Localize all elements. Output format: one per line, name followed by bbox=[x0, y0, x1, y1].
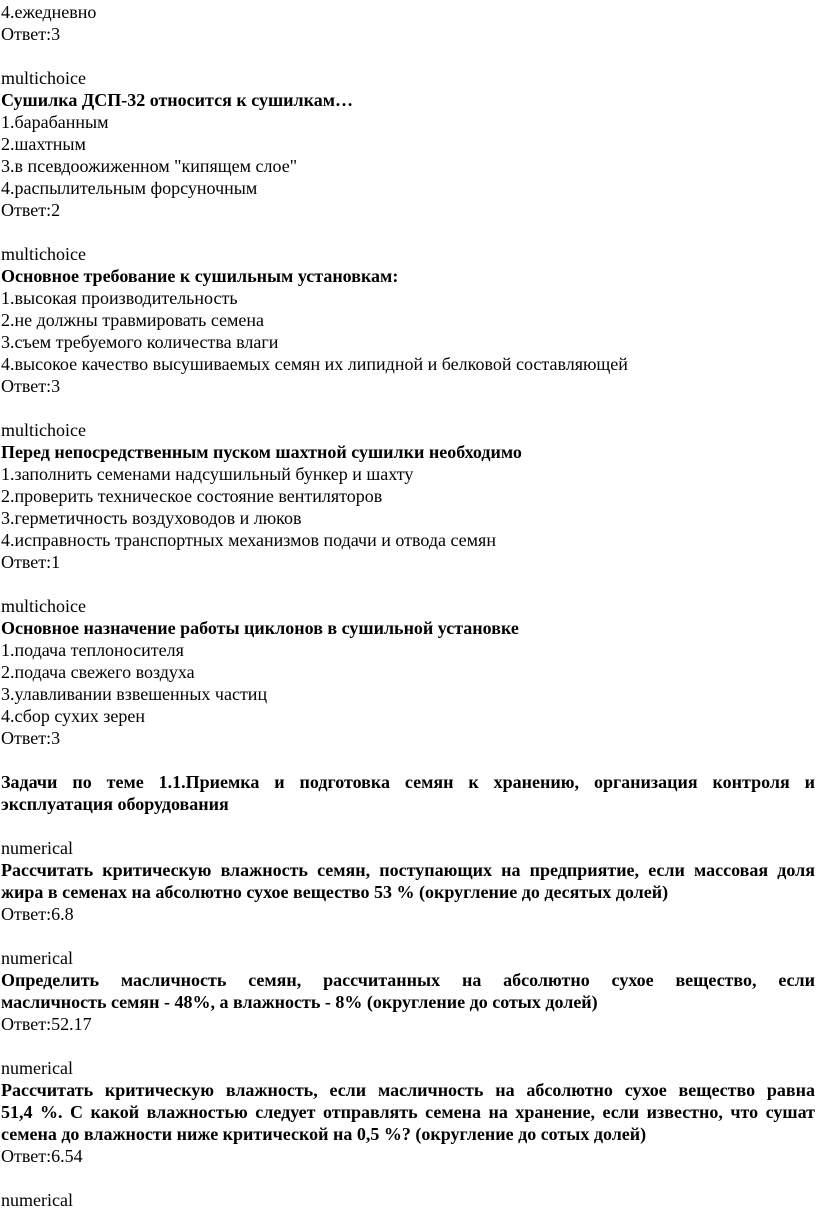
answer-text: Ответ:6.8 bbox=[1, 904, 74, 924]
option-text: 4.ежедневно bbox=[1, 2, 97, 22]
problem-text: Определить масличность семян, рассчитанных на абсолютно сухое вещество, если bbox=[1, 970, 815, 990]
problem-text: масличность семян - 48%, а влажность - 8% (округление до сотых долей) bbox=[1, 992, 598, 1012]
problem-text: семена до влажности ниже критической на 0,5 %? (округление до сотых долей) bbox=[1, 1124, 647, 1144]
answer-text: Ответ:3 bbox=[1, 376, 61, 396]
option-text: 3.улавливании взвешенных частиц bbox=[1, 684, 268, 704]
option-text: 1.подача теплоносителя bbox=[1, 640, 184, 660]
section-heading-continued: эксплуатация оборудования bbox=[1, 794, 229, 814]
answer-text: Ответ:3 bbox=[1, 728, 61, 748]
problem-text: Рассчитать критическую влажность семян, поступающих на предприятие, если массовая доля bbox=[1, 860, 815, 880]
question-type: numerical bbox=[1, 948, 73, 968]
question-text: Сушилка ДСП-32 относится к сушилкам… bbox=[1, 90, 353, 110]
option-text: 2.шахтным bbox=[1, 134, 86, 154]
option-text: 4.высокое качество высушиваемых семян их липидной и белковой составляющей bbox=[1, 354, 628, 374]
option-text: 1.заполнить семенами надсушильный бункер и шахту bbox=[1, 464, 414, 484]
question-type: multichoice bbox=[1, 244, 86, 264]
problem-text: 51,4 %. С какой влажностью следует отправлять семена на хранение, если известно, что сушат bbox=[1, 1102, 815, 1122]
question-type: multichoice bbox=[1, 420, 86, 440]
answer-text: Ответ:2 bbox=[1, 200, 61, 220]
answer-text: Ответ:1 bbox=[1, 552, 61, 572]
option-text: 3.в псевдоожиженном "кипящем слое" bbox=[1, 156, 298, 176]
option-text: 2.не должны травмировать семена bbox=[1, 310, 265, 330]
option-text: 3.съем требуемого количества влаги bbox=[1, 332, 279, 352]
question-text: Основное требование к сушильным установкам: bbox=[1, 266, 399, 286]
option-text: 2.подача свежего воздуха bbox=[1, 662, 195, 682]
section-heading: Задачи по теме 1.1.Приемка и подготовка семян к хранению, организация контроля и bbox=[1, 772, 815, 792]
question-type: numerical bbox=[1, 1058, 73, 1078]
question-text: Перед непосредственным пуском шахтной сушилки необходимо bbox=[1, 442, 522, 462]
answer-text: Ответ:3 bbox=[1, 24, 61, 44]
option-text: 1.высокая производительность bbox=[1, 288, 238, 308]
question-type: numerical bbox=[1, 1190, 73, 1210]
option-text: 1.барабанным bbox=[1, 112, 109, 132]
option-text: 2.проверить техническое состояние вентиляторов bbox=[1, 486, 383, 506]
problem-text: жира в семенах на абсолютно сухое вещество 53 % (округление до десятых долей) bbox=[1, 882, 669, 902]
option-text: 4.распылительным форсуночным bbox=[1, 178, 258, 198]
question-type: multichoice bbox=[1, 68, 86, 88]
question-type: numerical bbox=[1, 838, 73, 858]
option-text: 4.сбор сухих зерен bbox=[1, 706, 145, 726]
answer-text: Ответ:6.54 bbox=[1, 1146, 83, 1166]
question-type: multichoice bbox=[1, 596, 86, 616]
question-text: Основное назначение работы циклонов в сушильной установке bbox=[1, 618, 519, 638]
answer-text: Ответ:52.17 bbox=[1, 1014, 92, 1034]
option-text: 3.герметичность воздуховодов и люков bbox=[1, 508, 302, 528]
problem-text: Рассчитать критическую влажность, если масличность на абсолютно сухое вещество равна bbox=[1, 1080, 815, 1100]
option-text: 4.исправность транспортных механизмов подачи и отвода семян bbox=[1, 530, 496, 550]
